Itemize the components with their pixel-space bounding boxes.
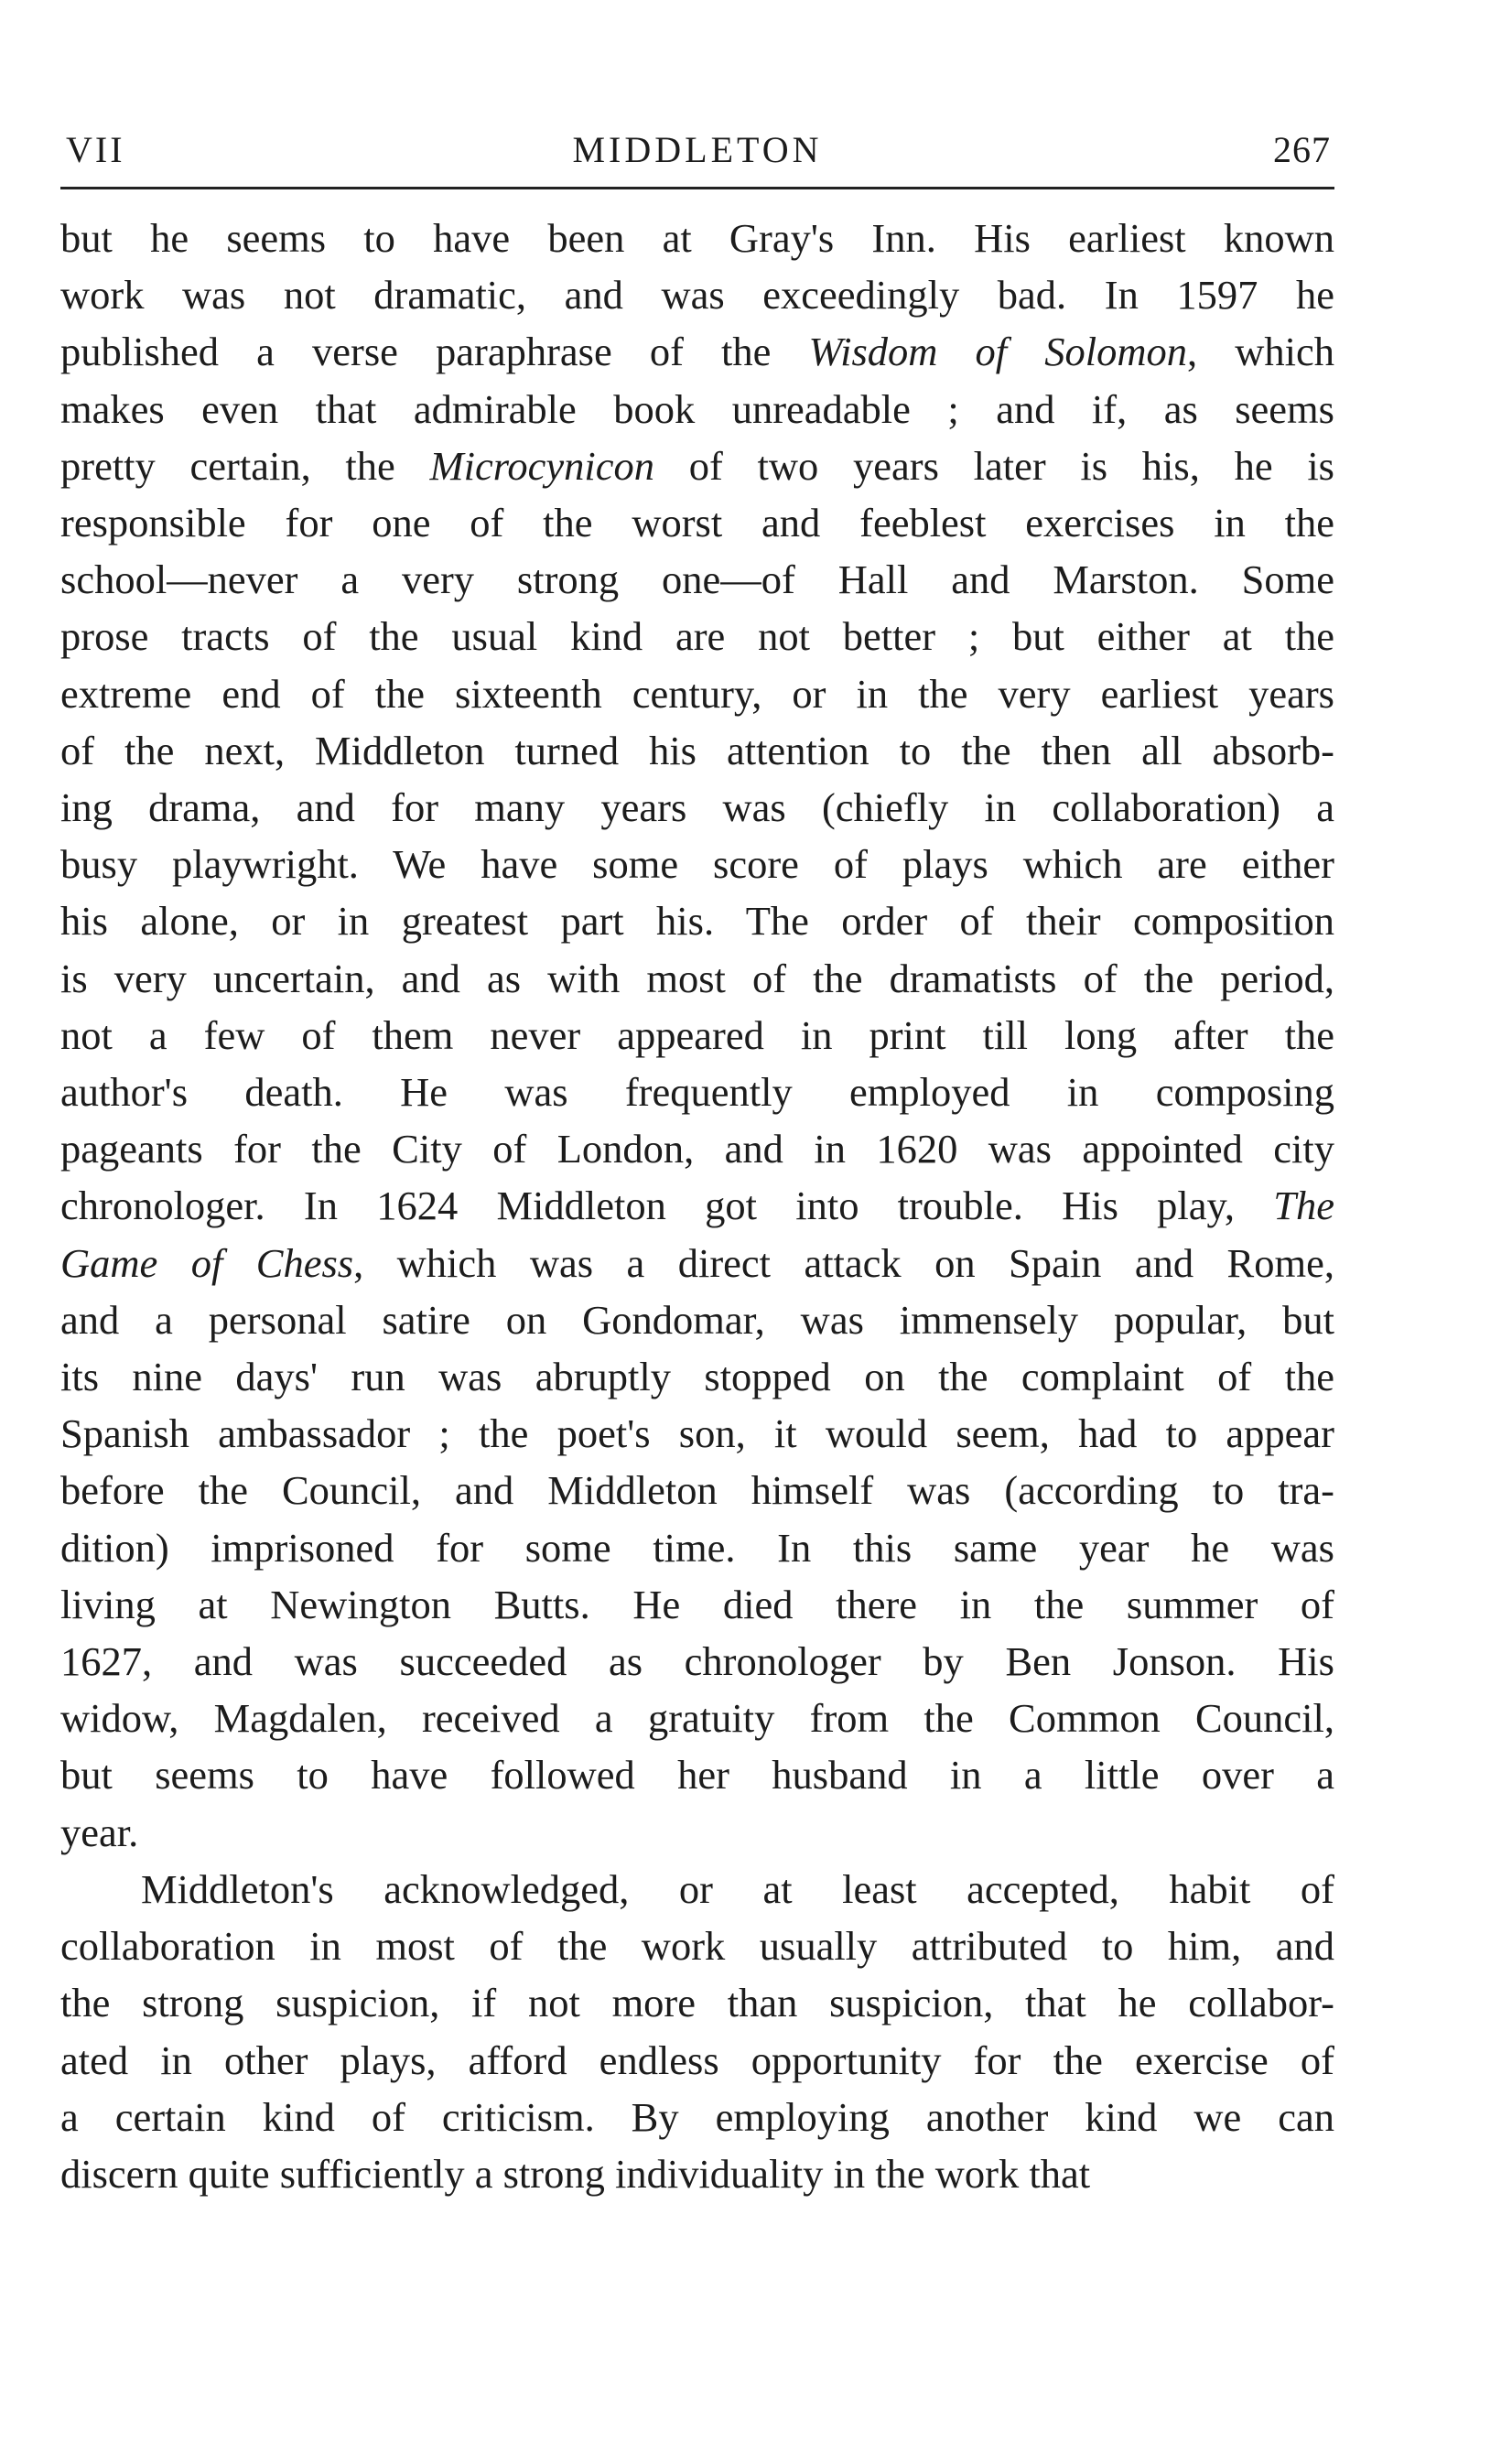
text-line: but seems to have followed her husband in a little over a bbox=[60, 1752, 1334, 1799]
body-paragraph bbox=[60, 1861, 1334, 2202]
chapter-number: VII bbox=[66, 129, 125, 170]
text-line: school—never a very strong one—of Hall and Marston. Some bbox=[60, 556, 1334, 603]
text-line: busy playwright. We have some score of plays which are either bbox=[60, 841, 1334, 888]
text-line: but he seems to have been at Gray's Inn. His earliest known bbox=[60, 215, 1334, 261]
italic-title: Game of Chess bbox=[60, 1239, 354, 1286]
text-line: Spanish ambassador ; the poet's son, it would seem, had to appear bbox=[60, 1410, 1334, 1457]
text-line: a certain kind of criticism. By employing another kind we can bbox=[60, 2093, 1334, 2140]
text-line: prose tracts of the usual kind are not better ; but either at the bbox=[60, 613, 1334, 660]
text-line: the strong suspicion, if not more than suspicion, that he collabor- bbox=[60, 1980, 1334, 2026]
text-line: pageants for the City of London, and in 1620 was appointed city bbox=[60, 1126, 1334, 1172]
text-line: responsible for one of the worst and feeblest exercises in the bbox=[60, 500, 1334, 546]
text-line: makes even that admirable book unreadable ; and if, as seems bbox=[60, 385, 1334, 432]
italic-title: Microcynicon bbox=[429, 442, 654, 489]
text-line: work was not dramatic, and was exceedingly bad. In 1597 he bbox=[60, 272, 1334, 319]
header-rule bbox=[60, 187, 1334, 189]
text-line: living at Newington Butts. He died there in the summer of bbox=[60, 1581, 1334, 1627]
text-line: author's death. He was frequently employed in composing bbox=[60, 1069, 1334, 1116]
text-line: before the Council, and Middleton himself was (according to tra- bbox=[60, 1467, 1334, 1514]
running-title: MIDDLETON bbox=[572, 129, 823, 170]
book-page bbox=[60, 128, 1334, 2202]
italic-title: The bbox=[1273, 1183, 1334, 1229]
text-line: year. bbox=[60, 1809, 139, 1855]
text-line: is very uncertain, and as with most of the dramatists of the period, bbox=[60, 955, 1334, 1001]
text-line: of the next, Middleton turned his attention to the then all absorb- bbox=[60, 727, 1334, 773]
text-line: chronologer. In 1624 Middleton got into trouble. His play, The bbox=[60, 1183, 1334, 1229]
text-line: and a personal satire on Gondomar, was immensely popular, but bbox=[60, 1296, 1334, 1343]
text-line: widow, Magdalen, received a gratuity from the Common Council, bbox=[60, 1695, 1334, 1742]
text-line: pretty certain, the Microcynicon of two years later is his, he is bbox=[60, 442, 1334, 489]
page-number: 267 bbox=[1273, 129, 1331, 170]
text-line: not a few of them never appeared in print till long after the bbox=[60, 1011, 1334, 1058]
text-line: ing drama, and for many years was (chiefly in collaboration) a bbox=[60, 784, 1334, 831]
body-paragraph bbox=[60, 210, 1334, 1861]
italic-title: Wisdom of Solomon bbox=[808, 329, 1187, 375]
text-line: discern quite sufficiently a strong individuality in the work that bbox=[60, 2150, 1091, 2197]
running-head bbox=[60, 128, 1334, 187]
text-line: collaboration in most of the work usually attributed to him, and bbox=[60, 1923, 1334, 1970]
text-line: 1627, and was succeeded as chronologer by Ben Jonson. His bbox=[60, 1638, 1334, 1685]
text-line: published a verse paraphrase of the Wisdom of Solomon, which bbox=[60, 329, 1334, 375]
text-line: dition) imprisoned for some time. In this same year he was bbox=[60, 1524, 1334, 1571]
text-line: Middleton's acknowledged, or at least accepted, habit of bbox=[141, 1865, 1334, 1912]
text-line: ated in other plays, afford endless opportunity for the exercise of bbox=[60, 2036, 1334, 2083]
text-line: its nine days' run was abruptly stopped on the complaint of the bbox=[60, 1354, 1334, 1400]
text-line: Game of Chess, which was a direct attack on Spain and Rome, bbox=[60, 1239, 1334, 1286]
text-line: his alone, or in greatest part his. The order of their composition bbox=[60, 898, 1334, 945]
text-line: extreme end of the sixteenth century, or in the very earliest years bbox=[60, 670, 1334, 717]
